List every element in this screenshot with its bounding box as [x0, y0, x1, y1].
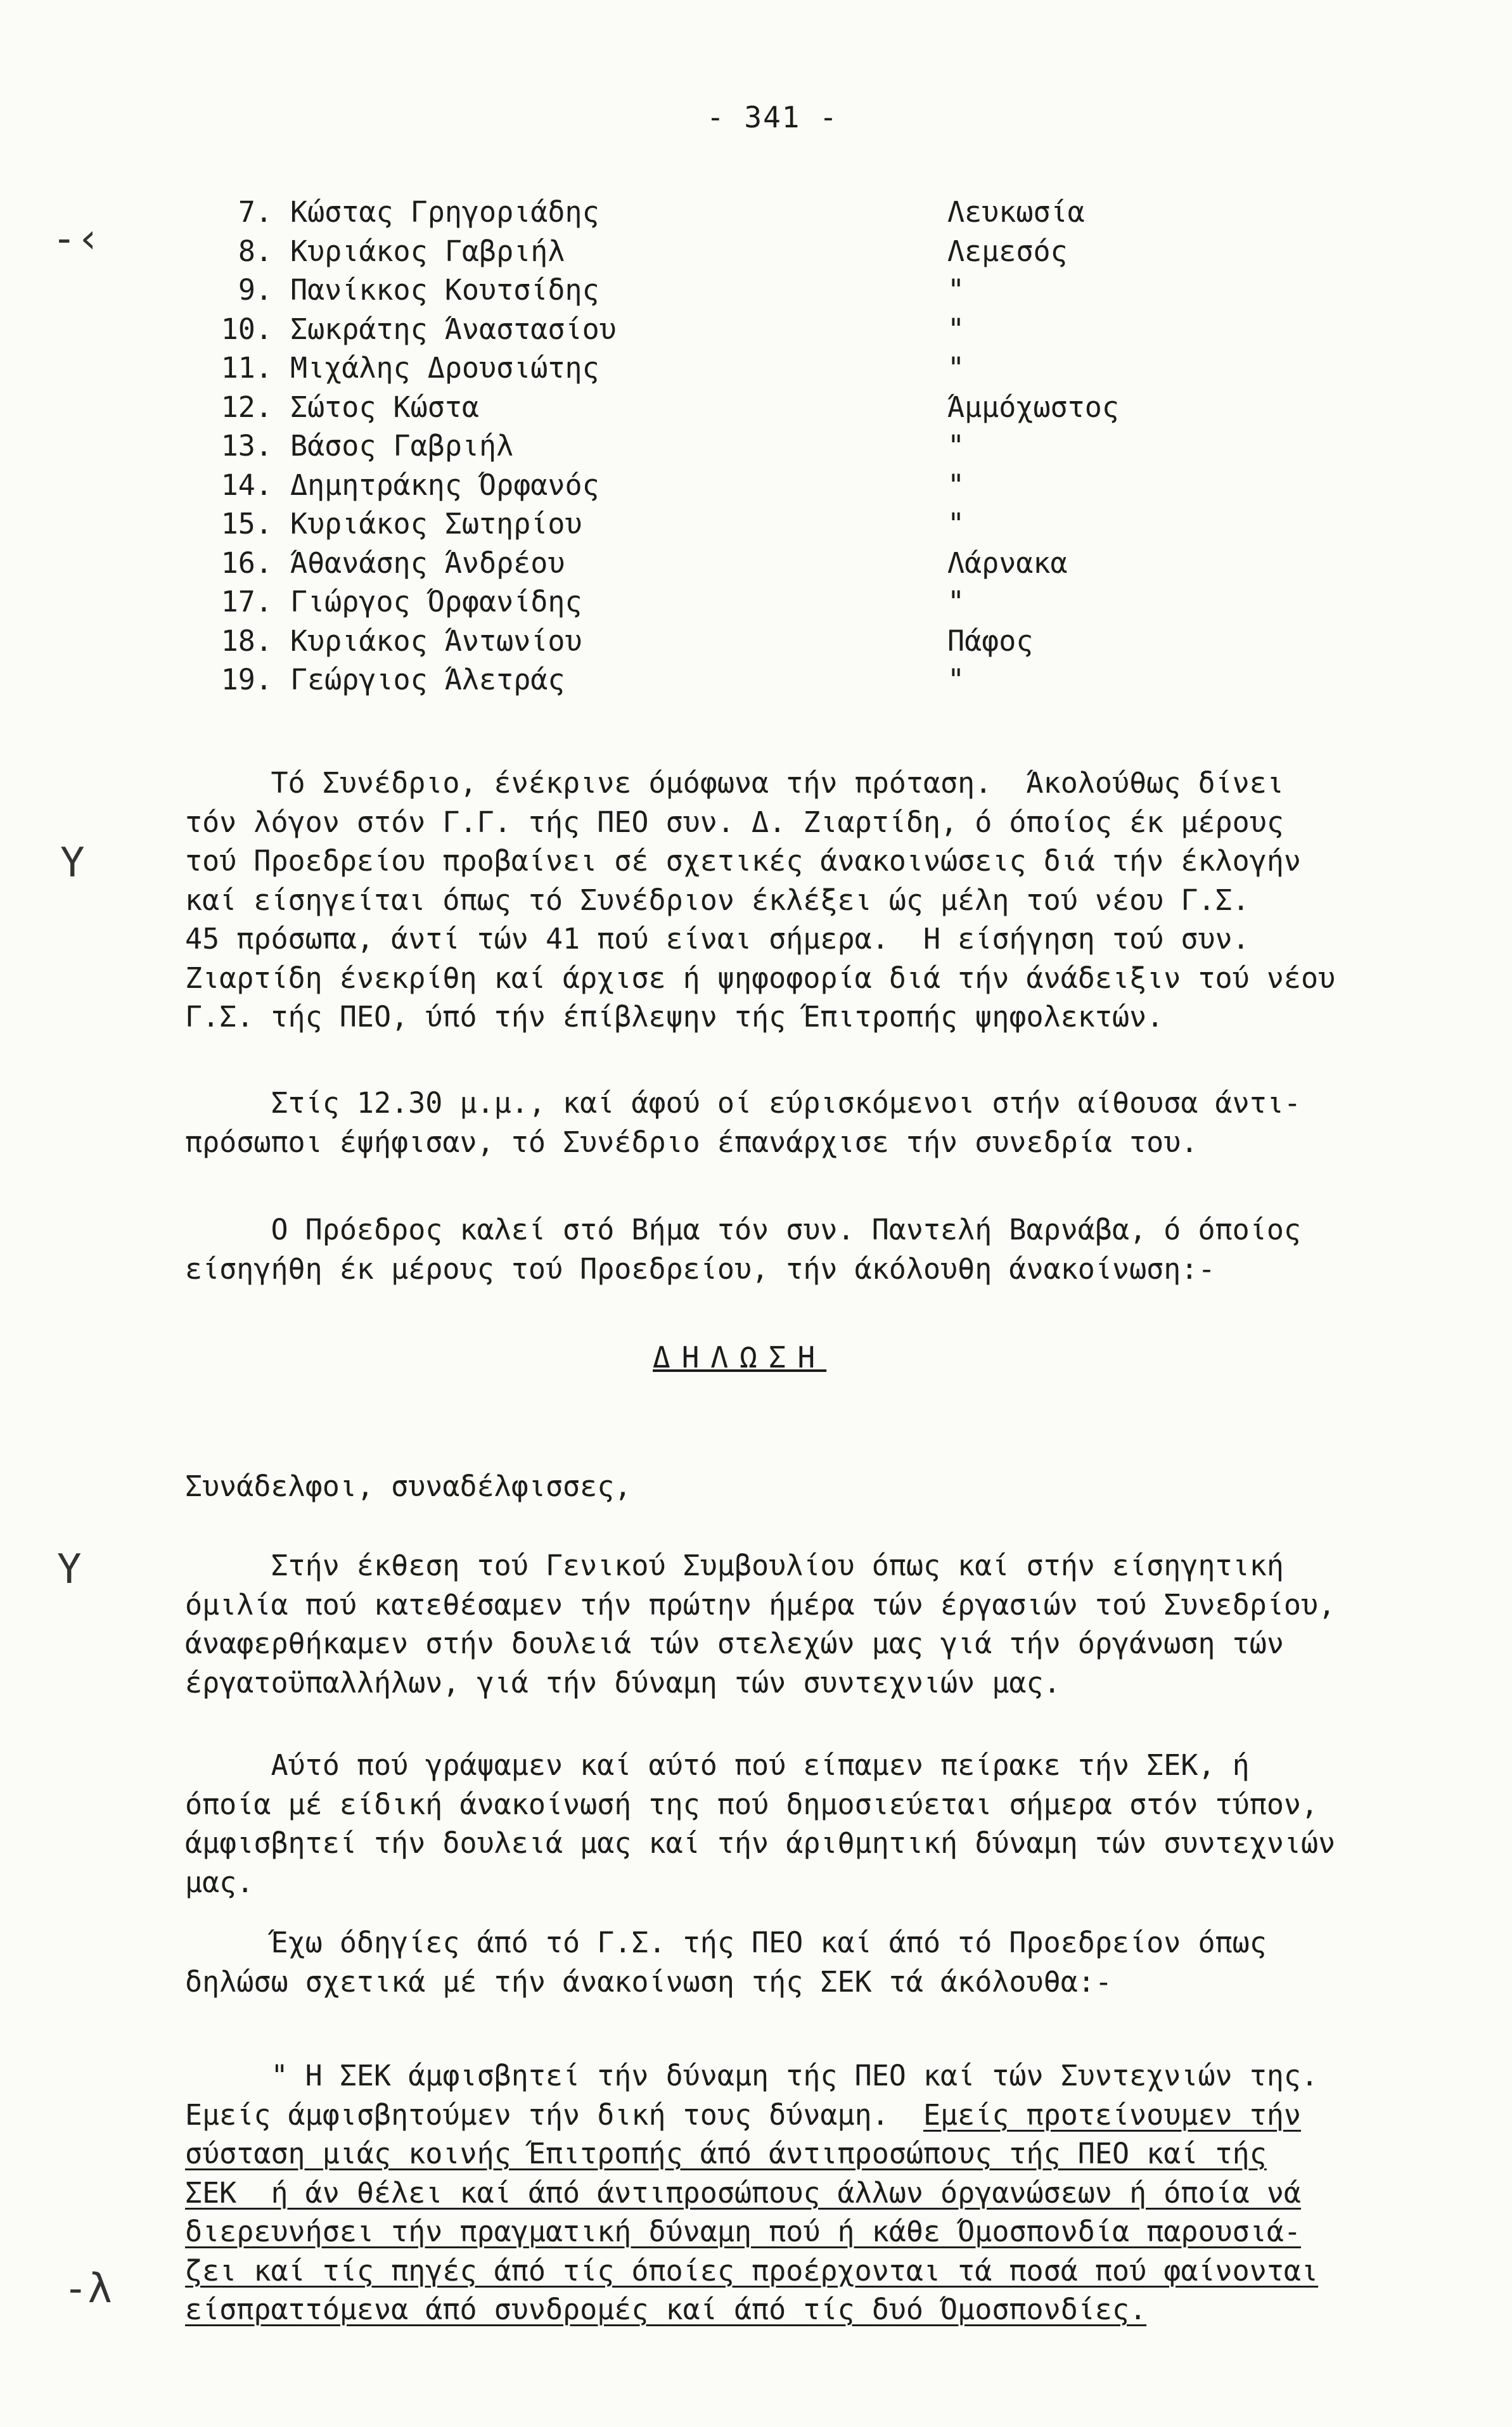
margin-mark: Y	[60, 840, 85, 887]
list-item: 11. Μιχάλης Δρουσιώτης "	[221, 351, 965, 385]
declaration-heading: ΔΗΛΩΣΗ	[653, 1340, 827, 1374]
salutation: Συνάδελφοι, συναδέλφισσες,	[185, 1470, 632, 1503]
list-item: 10. Σωκράτης Άναστασίου "	[221, 312, 965, 346]
margin-mark: Y	[57, 1546, 82, 1593]
list-item: 16. Άθανάσης Άνδρέου Λάρνακα	[221, 546, 1068, 580]
quote-underlined-text: σύσταση μιάς κοινής Έπιτροπής άπό άντιπροσώπους τής ΠΕΟ καί τής ΣΕΚ ή άν θέλει καί άπό άντιπροσώπους άλλων όργανώσεων ή όποία νά διερευνήσει τήν πραγματική δύναμη πού ή κάθε Όμοσπονδία παρουσιά- ζει καί τίς πηγές άπό τίς όποίες προέρχονται τά ποσά πού φαίνονται είσπραττόμενα άπό συνδρομές καί άπό τίς δυό Όμοσπονδίες.	[185, 2137, 1319, 2326]
paragraph-chair-call: Ο Πρόεδρος καλεί στό Βήμα τόν συν. Παντελή Βαρνάβα, ό όποίος είσηγήθη έκ μέρους τού Προεδρείου, τήν άκόλουθη άνακοίνωση:-	[185, 1213, 1301, 1286]
list-item: 7. Κώστας Γρηγοριάδης Λευκωσία	[238, 195, 1085, 229]
list-item: 18. Κυριάκος Άντωνίου Πάφος	[221, 624, 1034, 658]
list-item: 13. Βάσος Γαβριήλ "	[221, 429, 965, 463]
member-list	[190, 195, 1179, 702]
list-item: 15. Κυριάκος Σωτηρίου "	[221, 507, 965, 541]
list-item: 14. Δημητράκης Όρφανός "	[221, 468, 965, 502]
quote-text: " Η ΣΕΚ άμφισβητεί τήν δύναμη τής ΠΕΟ καί τών Συντεχνιών της. Εμείς άμφισβητούμεν τήν δική τους δύναμη.	[185, 2059, 1319, 2132]
quoted-statement	[185, 2056, 1471, 2329]
paragraph-report: Στήν έκθεση τού Γενικού Συμβουλίου όπως καί στήν είσηγητική όμιλία πού κατεθέσαμεν τήν πρώτην ήμέρα τών έργασιών τού Συνεδρίου, άναφερθήκαμεν στήν δουλειά τών στελεχών μας γιά τήν όργάνωση τών έργατοϋπαλλήλων, γιά τήν δύναμη τών συντεχνιών μας.	[185, 1549, 1336, 1700]
list-item: 9. Πανίκκος Κουτσίδης "	[238, 273, 965, 307]
paragraph-sek-reply: Αύτό πού γράψαμεν καί αύτό πού είπαμεν πείρακε τήν ΣΕΚ, ή όποία μέ είδική άνακοίνωσή της πού δημοσιεύεται σήμερα στόν τύπον, άμφισβητεί τήν δουλειά μας καί τήν άριθμητική δύναμη τών συντεχνιών μας.	[185, 1748, 1336, 1899]
page-number: - 341 -	[707, 100, 838, 134]
list-item: 12. Σώτος Κώστα Άμμόχωστος	[221, 390, 1119, 424]
list-item: 19. Γεώργιος Άλετράς "	[221, 663, 965, 696]
quote-underlined-start: Εμείς προτείνουμεν τήν	[923, 2097, 1301, 2132]
paragraph-election: Τό Συνέδριο, ένέκρινε όμόφωνα τήν πρόταση. Άκολούθως δίνει τόν λόγον στόν Γ.Γ. τής ΠΕΟ συν. Δ. Ζιαρτίδη, ό όποίος έκ μέρους τού Προεδρείου προβαίνει σέ σχετικές άνακοινώσεις διά τήν έκλογήν καί είσηγείται όπως τό Συνέδριον έκλέξει ώς μέλη τού νέου Γ.Σ. 45 πρόσωπα, άντί τών 41 πού είναι σήμερα. Η είσήγηση τού συν. Ζιαρτίδη ένεκρίθη καί άρχισε ή ψηφοφορία διά τήν άνάδειξιν τού νέου Γ.Σ. τής ΠΕΟ, ύπό τήν έπίβλεψην τής Έπιτροπής ψηφολεκτών.	[185, 766, 1336, 1034]
list-item: 8. Κυριάκος Γαβριήλ Λεμεσός	[238, 234, 1068, 268]
paragraph-vote-resume: Στίς 12.30 μ.μ., καί άφού οί εύρισκόμενοι στήν αίθουσα άντι- πρόσωποι έψήφισαν, τό Συνέδριο έπανάρχισε τήν συνεδρία του.	[185, 1086, 1301, 1159]
margin-mark: -‹	[52, 215, 101, 262]
margin-mark: -λ	[63, 2265, 113, 2312]
paragraph-instructions: Έχω όδηγίες άπό τό Γ.Σ. τής ΠΕΟ καί άπό τό Προεδρείον όπως δηλώσω σχετικά μέ τήν άνακοίνωση τής ΣΕΚ τά άκόλουθα:-	[185, 1926, 1267, 1999]
list-item: 17. Γιώργος Όρφανίδης "	[221, 585, 965, 618]
